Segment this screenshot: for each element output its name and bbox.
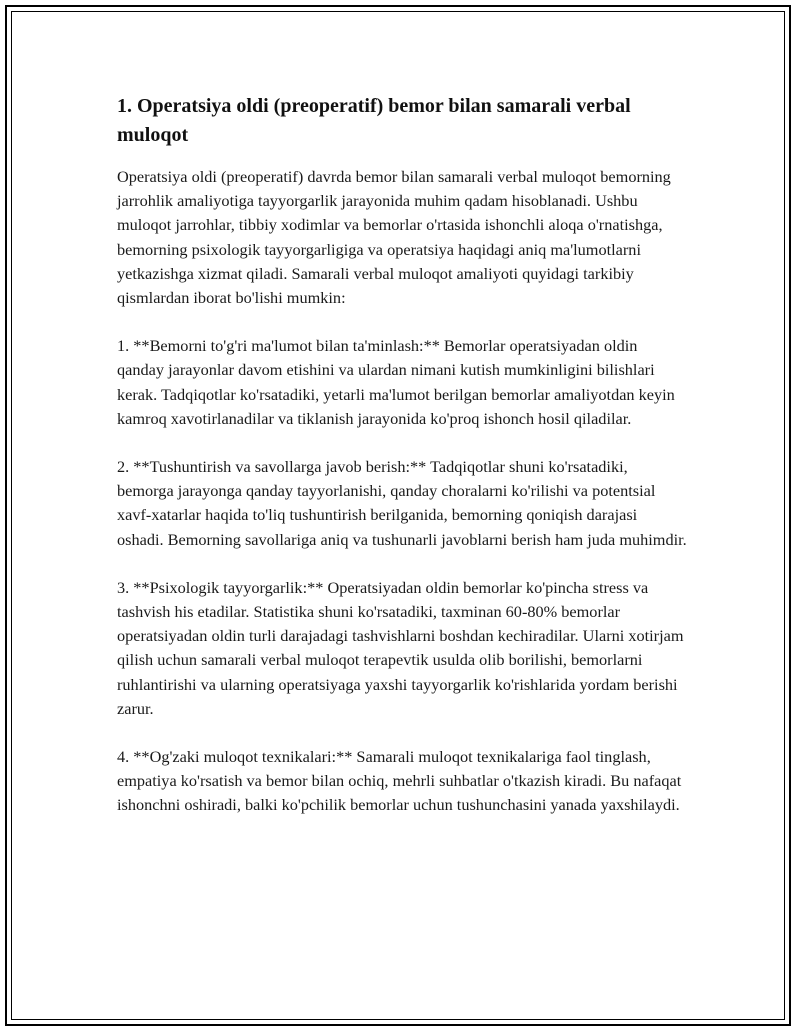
paragraph-item-2: 2. **Tushuntirish va savollarga javob berish:** Tadqiqotlar shuni ko'rsatadiki, bemorga jarayonga qanday tayyorlanishi, qanday choralarni ko'rilishi va potentsial xavf-xatarlar haqida to'liq tushuntirish berilganida, bemorning qoniqish darajasi oshadi. Bemorning savollariga aniq va tushunarli javoblarni berish ham juda muhimdir. [117, 457, 687, 549]
paragraph-item-3: 3. **Psixologik tayyorgarlik:** Operatsiyadan oldin bemorlar ko'pincha stress va tashvish his etadilar. Statistika shuni ko'rsatadiki, taxminan 60-80% bemorlar operatsiyadan oldin turli darajadagi tashvishlarni boshdan kechiradilar. Ularni xotirjam qilish uchun samarali verbal muloqot terapevtik usulda olib borilishi, bemorlarni ruhlantirishi va ularning operatsiyaga yaxshi tayyorgarlik ko'rishlarida yordam berishi zarur. [117, 577, 688, 718]
section-heading: 1. Operatsiya oldi (preoperatif) bemor bilan samarali verbal muloqot [117, 95, 631, 146]
paragraph-item-4: 4. **Og'zaki muloqot texnikalari:** Samarali muloqot texnikalariga faol tinglash, empatiya ko'rsatish va bemor bilan ochiq, mehrli suhbatlar o'tkazish kiradi. Bu nafaqat ishonchni oshiradi, balki ko'pchilik bemorlar uchun tushunchasini yanada yaxshilaydi. [117, 747, 686, 815]
paragraph-item-1: 1. **Bemorni to'g'ri ma'lumot bilan ta'minlash:** Bemorlar operatsiyadan oldin qanday jarayonlar davom etishini va ulardan nimani kutish mumkinligini bilishlari kerak. Tadqiqotlar ko'rsatadiki, yetarli ma'lumot berilgan bemorlar amaliyotdan keyin kamroq xavotirlanadilar va tiklanish jarayonida ko'proq ishonch hosil qiladilar. [117, 336, 679, 428]
intro-paragraph: Operatsiya oldi (preoperatif) davrda bemor bilan samarali verbal muloqot bemorning jarrohlik amaliyotiga tayyorgarlik jarayonida muhim qadam hisoblanadi. Ushbu muloqot jarrohlar, tibbiy xodimlar va bemorlar o'rtasida ishonchli aloqa o'rnatishga, bemorning psixologik tayyorgarligiga va operatsiya haqidagi aniq ma'lumotlarni yetkazishga xizmat qiladi. Samarali verbal muloqot amaliyoti quyidagi tarkibiy qismlardan iborat bo'lishi mumkin: [117, 167, 675, 308]
document-body [117, 92, 687, 842]
